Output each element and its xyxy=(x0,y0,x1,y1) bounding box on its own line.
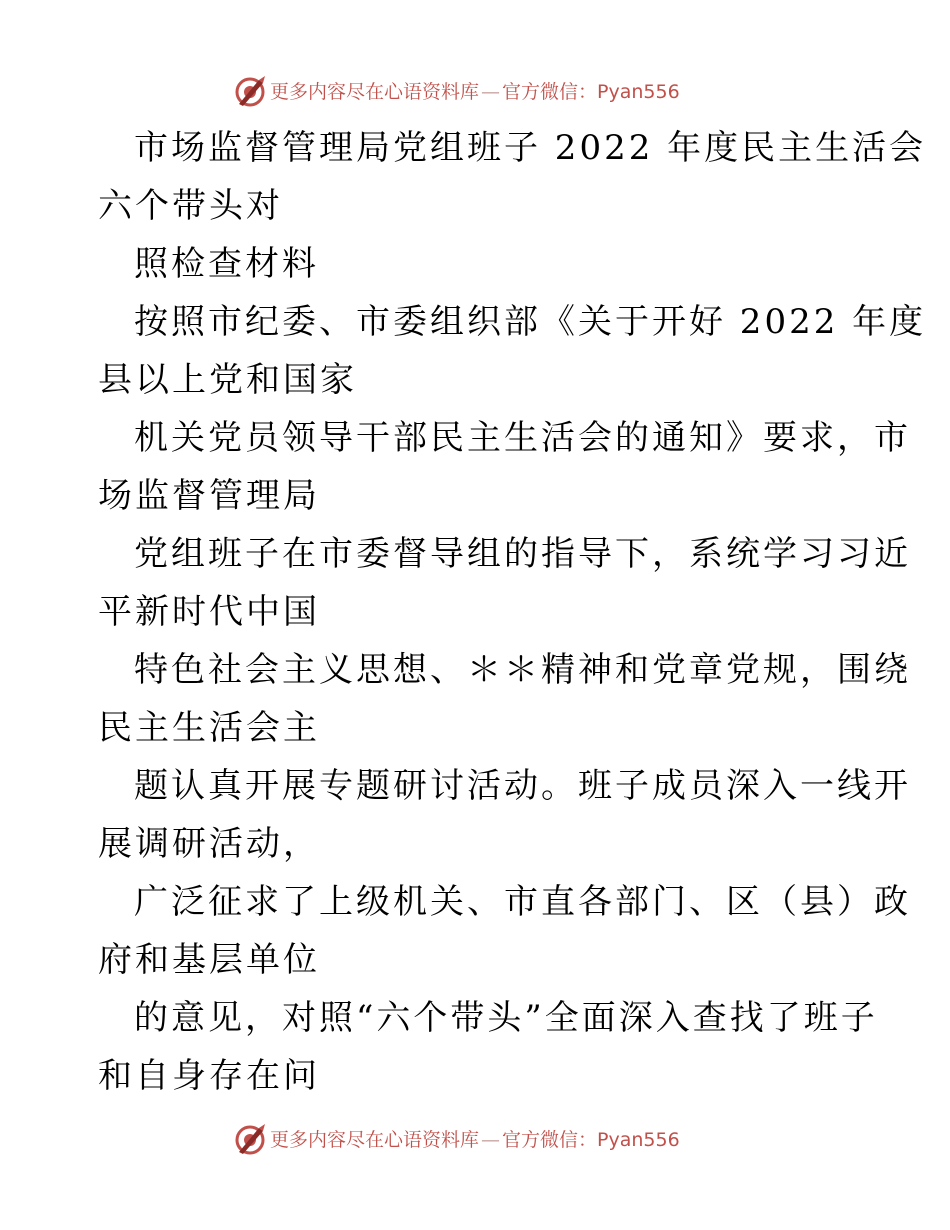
text-line: 市场监督管理局党组班子 2022 年度民主生活会 xyxy=(134,128,927,168)
banner-dash: — xyxy=(481,1129,501,1151)
text-line: 平新时代中国 xyxy=(98,592,320,632)
text-line: 照检查材料 xyxy=(134,244,319,284)
text-line: 按照市纪委、市委组织部《关于开好 2022 年度 xyxy=(134,302,927,342)
text-line: 民主生活会主 xyxy=(98,708,320,748)
banner-label: 官方微信： xyxy=(502,1129,598,1151)
text-line: 机关党员领导干部民主生活会的通知》要求，市 xyxy=(134,418,911,458)
banner-dash: — xyxy=(481,81,501,103)
text-line: 展调研活动， xyxy=(98,824,320,864)
text-line: 党组班子在市委督导组的指导下，系统学习习近 xyxy=(134,534,911,574)
text-line: 特色社会主义思想、＊＊精神和党章党规，围绕 xyxy=(134,650,911,690)
banner-label: 官方微信： xyxy=(502,81,598,103)
text-line: 题认真开展专题研讨活动。班子成员深入一线开 xyxy=(134,766,911,806)
banner-text xyxy=(270,1128,680,1152)
quill-logo-icon xyxy=(233,74,267,108)
header-watermark-banner xyxy=(0,72,950,112)
banner-text xyxy=(270,80,680,104)
banner-account: Pyan556 xyxy=(597,1129,680,1151)
text-line: 场监督管理局 xyxy=(98,476,320,516)
banner-title: 更多内容尽在心语资料库 xyxy=(270,1129,480,1151)
text-line: 的意见，对照“六个带头”全面深入查找了班子 xyxy=(134,998,878,1038)
banner-account: Pyan556 xyxy=(597,81,680,103)
text-line: 广泛征求了上级机关、市直各部门、区（县）政 xyxy=(134,882,911,922)
banner-title: 更多内容尽在心语资料库 xyxy=(270,81,480,103)
text-line: 府和基层单位 xyxy=(98,940,320,980)
footer-watermark-banner xyxy=(0,1120,950,1160)
text-line: 六个带头对 xyxy=(98,186,283,226)
quill-logo-icon xyxy=(233,1122,267,1156)
text-line: 县以上党和国家 xyxy=(98,360,357,400)
text-line: 和自身存在问 xyxy=(98,1056,320,1096)
